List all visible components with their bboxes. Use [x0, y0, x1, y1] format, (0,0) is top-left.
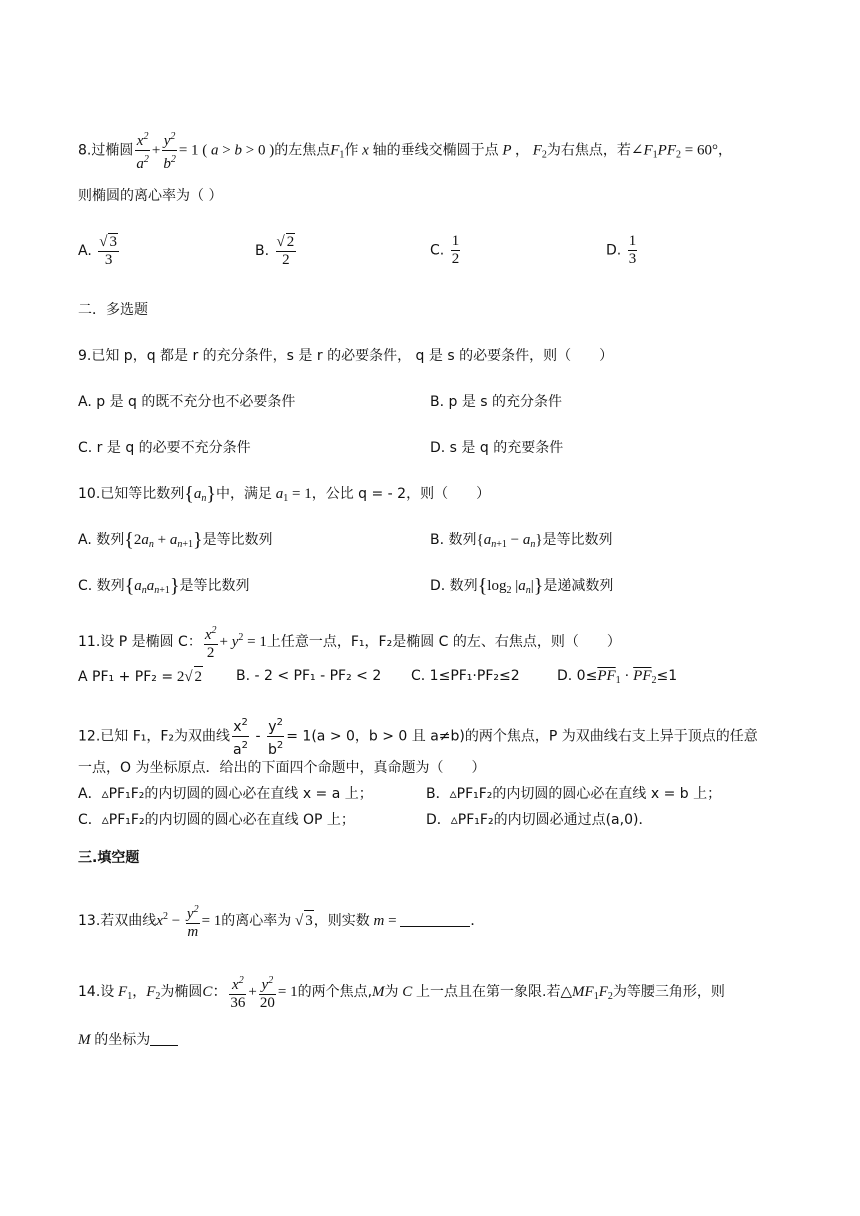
q12-option-b: B．▵PF₁F₂的内切圆的圆心必在直线 x = b 上；: [426, 786, 722, 802]
q9-stem: 9.已知 p，q 都是 r 的充分条件，s 是 r 的必要条件， q 是 s 的必要条件，则（ ）: [78, 348, 614, 364]
q8-option-c: C. $\frac{1}{2}$: [430, 233, 460, 267]
q12-option-d: D．▵PF₁F₂的内切圆必通过点(a,0)．: [426, 812, 653, 828]
q14-stem-line2: M 的坐标为: [78, 1030, 178, 1050]
q13-stem: 13.若双曲线$x^2$ − $\frac{y^2}{m}$ = 1的离心率为 √ 3，则实数 m = ．: [78, 901, 484, 941]
q9-option-d: D. s 是 q 的充要条件: [430, 440, 564, 456]
q9-option-b: B. p 是 s 的充分条件: [430, 394, 563, 410]
section-heading-2: 二．多选题: [78, 302, 148, 318]
answer-blank: [150, 1031, 178, 1046]
q10-option-b: B. 数列$\{a_{n+1} - a_n\}$是等比数列: [430, 532, 613, 550]
q8-option-d: D. $\frac{1}{3}$: [606, 233, 637, 267]
q12-option-c: C．▵PF₁F₂的内切圆的圆心必在直线 OP 上；: [78, 812, 355, 828]
q8-option-b: B. $\frac{√ 2}{2}$: [255, 234, 295, 268]
q12-option-a: A．▵PF₁F₂的内切圆的圆心必在直线 x = a 上；: [78, 786, 373, 802]
q12-stem: 12.已知 F₁，F₂为双曲线 $\frac{x^2}{a^2}$ - $\frac{y^2}{b^2}$ = 1(a > 0，b > 0 且 a≠b)的两个焦点，P 为双曲线右支上异于顶点的任意: [78, 714, 758, 759]
q8-option-a: A. $\frac{√ 3}{3}$: [78, 234, 117, 268]
section-heading-3: 三.填空题: [78, 850, 140, 866]
q8-stem-line2: 则椭圆的离心率为（ ）: [78, 188, 223, 204]
q11-stem: 11.设 P 是椭圆 C： $\frac{x^2}{2}$ + $y^2 = 1$上任意一点，F₁，F₂是椭圆 C 的左、右焦点，则（ ）: [78, 622, 621, 662]
q10-stem: 10.已知等比数列$\{a_n\}$中，满足 $a_1 = 1$，公比 q = - 2，则（ ）: [78, 483, 491, 505]
q10-option-c: C. 数列$\{a_na_{n+1}\}$是等比数列: [78, 575, 250, 597]
q11-option-b: B. - 2 < PF₁ - PF₂ < 2: [236, 668, 382, 684]
q11-option-a: A PF₁ + PF₂ = 2√ 2: [78, 666, 203, 687]
q10-option-d: D. 数列{$\log_2$ $|a_n|$}是递减数列: [430, 575, 614, 597]
q11-option-c: C. 1≤PF₁·PF₂≤2: [411, 668, 520, 684]
q10-option-a: A. 数列$\{2a_n + a_{n+1}\}$是等比数列: [78, 529, 273, 551]
q9-option-a: A. p 是 q 的既不充分也不必要条件: [78, 394, 296, 410]
q12-stem-line2: 一点，O 为坐标原点．给出的下面四个命题中，真命题为（ ）: [78, 760, 486, 776]
fraction: $\frac{x^2}{a^2}$: [135, 128, 150, 173]
fraction: $\frac{y^2}{b^2}$: [162, 128, 177, 173]
q9-option-c: C. r 是 q 的必要不充分条件: [78, 440, 251, 456]
answer-blank: [400, 912, 470, 927]
q8-stem: 8.过椭圆 $\frac{x^2}{a^2}$ + $\frac{y^2}{b^2}$ = 1 ( a > b > 0 )的左焦点$F_1$作 x 轴的垂线交椭圆于点 P ， $F_2$为右焦点，若$\angle F_1PF_2 = 60^\circ$，: [78, 128, 732, 173]
q14-stem: 14.设 $F_1$，$F_2$为椭圆C： $\frac{x^2}{36}$ + $\frac{y^2}{20}$ = 1的两个焦点,M为 C 上一点且在第一象限.若$\triangle MF_1F_2$为等腰三角形，则: [78, 972, 725, 1012]
q11-option-d: D. $0\le\overline{PF}_1 \cdot \overline{PF}_2\le 1$: [557, 668, 678, 686]
